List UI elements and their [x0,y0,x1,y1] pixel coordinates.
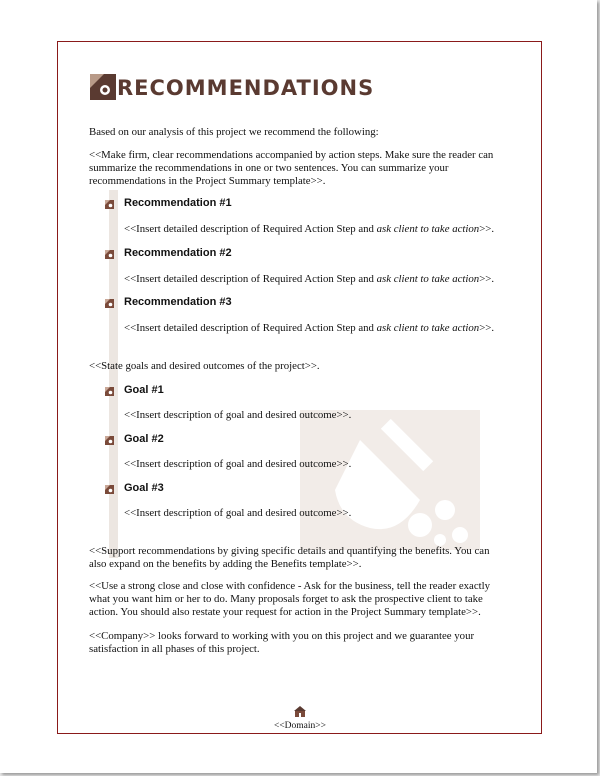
bullet-icon [105,387,114,396]
bullet-icon [105,485,114,494]
recommendation-detail: <<Insert detailed description of Required Action Step and ask client to take action>>. [124,223,495,235]
intro-paragraph: Based on our analysis of this project we recommend the following: [89,126,379,138]
recommendation-detail: <<Insert detailed description of Required Action Step and ask client to take action>>. [124,322,495,334]
goal-detail: <<Insert description of goal and desired outcome>>. [124,507,352,519]
close-paragraph: <<Use a strong close and close with confidence - Ask for the business, tell the reader exactly what you want him or her to do. Many proposals forget to ask the prospective client to take action. You should also restate your request for action in the Project Summary template>>. [89,580,491,618]
recommendation-title: Recommendation #2 [124,247,232,259]
goal-detail: <<Insert description of goal and desired outcome>>. [124,409,352,421]
bullet-icon [105,250,114,259]
footer-domain: <<Domain>> [273,721,327,731]
goal-title: Goal #1 [124,384,164,396]
recommendation-detail: <<Insert detailed description of Required Action Step and ask client to take action>>. [124,273,495,285]
support-paragraph: <<Support recommendations by giving specific details and quantifying the benefits. You can also expand on the benefits by adding the Benefits template>>. [89,545,490,570]
page-title: RECOMMENDATIONS [117,76,375,100]
footer-logo-icon [293,705,307,719]
recommendation-title: Recommendation #1 [124,197,232,209]
instruction-paragraph: <<Make firm, clear recommendations accompanied by action steps. Make sure the reader can summarize the recommendations in one or two sentences. You can summarize your recommendations in the Project Summary template>>. [89,149,494,187]
shovel-watermark-icon [300,410,480,550]
bullet-icon [105,299,114,308]
company-paragraph: <<Company>> looks forward to working with you on this project and we guarantee your satisfaction in all phases of this project. [89,630,475,655]
bullet-icon [105,200,114,209]
goal-title: Goal #2 [124,433,164,445]
goal-title: Goal #3 [124,482,164,494]
decorative-bar [109,190,118,558]
logo-icon [90,74,116,100]
goal-detail: <<Insert description of goal and desired outcome>>. [124,458,352,470]
bullet-icon [105,436,114,445]
recommendation-title: Recommendation #3 [124,296,232,308]
goals-intro-paragraph: <<State goals and desired outcomes of the project>>. [89,360,320,372]
